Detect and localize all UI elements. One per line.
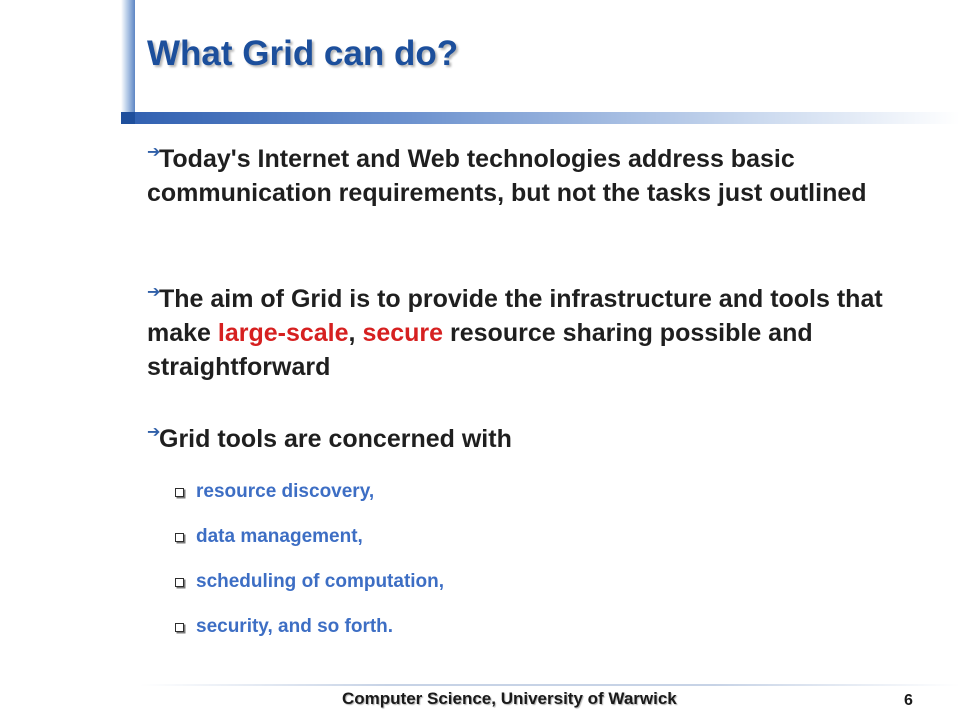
arrow-bullet-icon: ➔	[147, 144, 161, 161]
sub-item-text: data management,	[196, 526, 363, 547]
sub-item-text: resource discovery,	[196, 481, 375, 502]
bullet-item	[147, 422, 917, 456]
square-bullet-icon	[175, 533, 184, 542]
highlight-large-scale: large-scale	[217, 319, 349, 347]
bullet-text: Grid tools are concerned with	[159, 425, 512, 453]
square-bullet-icon	[175, 623, 184, 632]
sub-list-item	[175, 571, 444, 593]
footer-text: Computer Science, University of Warwick	[342, 689, 677, 708]
sub-list-item	[175, 616, 393, 638]
sub-item-text: scheduling of computation,	[196, 571, 445, 592]
sub-list-item	[175, 481, 374, 503]
sub-item-text: security, and so forth.	[196, 616, 394, 637]
decorative-frame-vertical	[121, 0, 135, 124]
highlight-secure: secure	[362, 319, 444, 347]
slide-title: What Grid can do?	[147, 34, 459, 73]
footer-divider	[140, 684, 960, 686]
page-number: 6	[904, 692, 913, 709]
bullet-text: ,	[348, 319, 363, 347]
decorative-frame-horizontal	[121, 112, 960, 124]
bullet-text: Today's Internet and Web technologies address basic communication requirements, but not the tasks just outlined	[147, 145, 867, 207]
arrow-bullet-icon: ➔	[147, 424, 161, 441]
square-bullet-icon	[175, 488, 184, 497]
bullet-text: resource sharing possible and straightforward	[147, 319, 813, 381]
bullet-text: The aim of Grid is to provide the infrastructure and tools that make	[147, 285, 883, 347]
bullet-item	[147, 142, 917, 210]
arrow-bullet-icon: ➔	[147, 284, 161, 301]
square-bullet-icon	[175, 578, 184, 587]
decorative-frame-corner	[121, 112, 135, 124]
sub-list-item	[175, 526, 363, 548]
bullet-item	[147, 282, 917, 384]
